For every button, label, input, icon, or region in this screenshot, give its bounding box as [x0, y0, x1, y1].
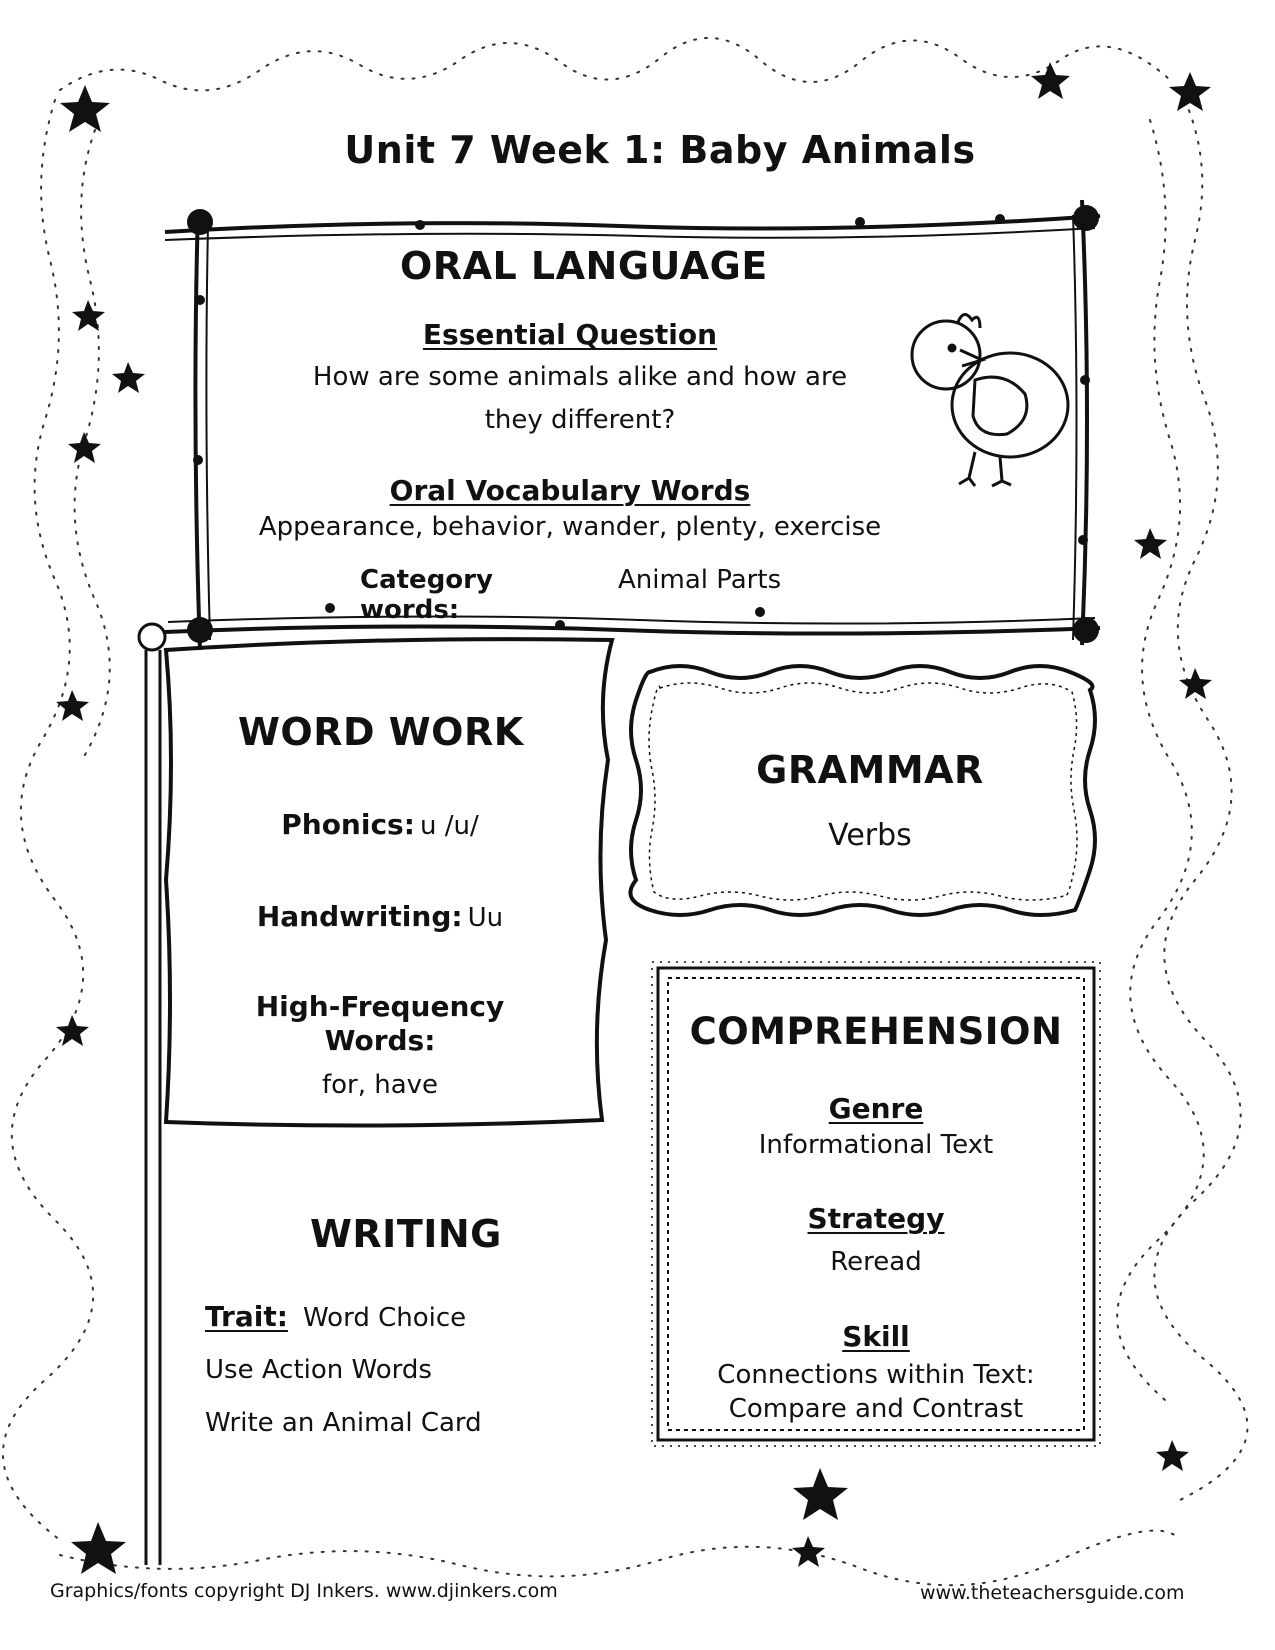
word-work-heading: WORD WORK [238, 710, 524, 754]
essential-question-line2: they different? [484, 405, 676, 435]
genre-label: Genre [828, 1092, 924, 1125]
grammar-value: Verbs [828, 818, 912, 853]
star-icon [1169, 72, 1211, 111]
phonics-value: u /u/ [420, 811, 479, 841]
star-icon [72, 300, 105, 331]
star-icon [792, 1536, 825, 1567]
page-title: Unit 7 Week 1: Baby Animals [344, 128, 976, 172]
skill-value-line2: Compare and Contrast [728, 1394, 1024, 1424]
handwriting-label: Handwriting: [256, 900, 463, 933]
star-icon [1156, 1440, 1189, 1471]
strategy-label: Strategy [807, 1202, 945, 1235]
oral-language-heading: ORAL LANGUAGE [400, 244, 768, 288]
star-icon [60, 85, 110, 132]
star-icon [1179, 668, 1212, 699]
trait-label: Trait: [205, 1300, 288, 1333]
essential-question-line1: How are some animals alike and how are [312, 362, 848, 392]
high-frequency-label-line1: High-Frequency [255, 990, 505, 1023]
star-icon [56, 690, 89, 721]
star-icon [112, 362, 145, 393]
handwriting-value: Uu [467, 903, 504, 933]
star-icon [68, 432, 101, 463]
phonics-label: Phonics: [281, 808, 415, 841]
skill-value-line1: Connections within Text: [717, 1360, 1035, 1390]
trait-value: Word Choice [303, 1303, 467, 1333]
footer-site: www.theteachersguide.com [920, 1582, 1185, 1604]
star-icon [1031, 62, 1070, 99]
skill-label: Skill [842, 1320, 910, 1353]
grammar-heading: GRAMMAR [756, 748, 984, 792]
category-words-label: Category words: [360, 565, 493, 625]
writing-line1: Use Action Words [205, 1355, 432, 1385]
star-icon [1134, 528, 1167, 559]
strategy-value: Reread [830, 1247, 922, 1277]
writing-heading: WRITING [310, 1212, 502, 1256]
handwriting-row [180, 900, 580, 933]
trait-row [205, 1300, 645, 1333]
essential-question-label: Essential Question [422, 318, 718, 351]
writing-line2: Write an Animal Card [205, 1408, 482, 1438]
genre-value: Informational Text [758, 1130, 994, 1160]
high-frequency-value: for, have [321, 1070, 439, 1100]
category-words-value: Animal Parts [618, 565, 782, 595]
chick-illustration [912, 314, 1068, 486]
star-icon [71, 1522, 126, 1574]
oral-vocabulary-words: Appearance, behavior, wander, plenty, exercise [258, 512, 882, 542]
comprehension-heading: COMPREHENSION [689, 1010, 1063, 1053]
phonics-row [180, 808, 580, 841]
oral-vocabulary-label: Oral Vocabulary Words [389, 474, 751, 507]
star-icon [793, 1468, 848, 1520]
footer-credit: Graphics/fonts copyright DJ Inkers. www.djinkers.com [50, 1580, 558, 1602]
high-frequency-label-line2: Words: [324, 1024, 436, 1057]
